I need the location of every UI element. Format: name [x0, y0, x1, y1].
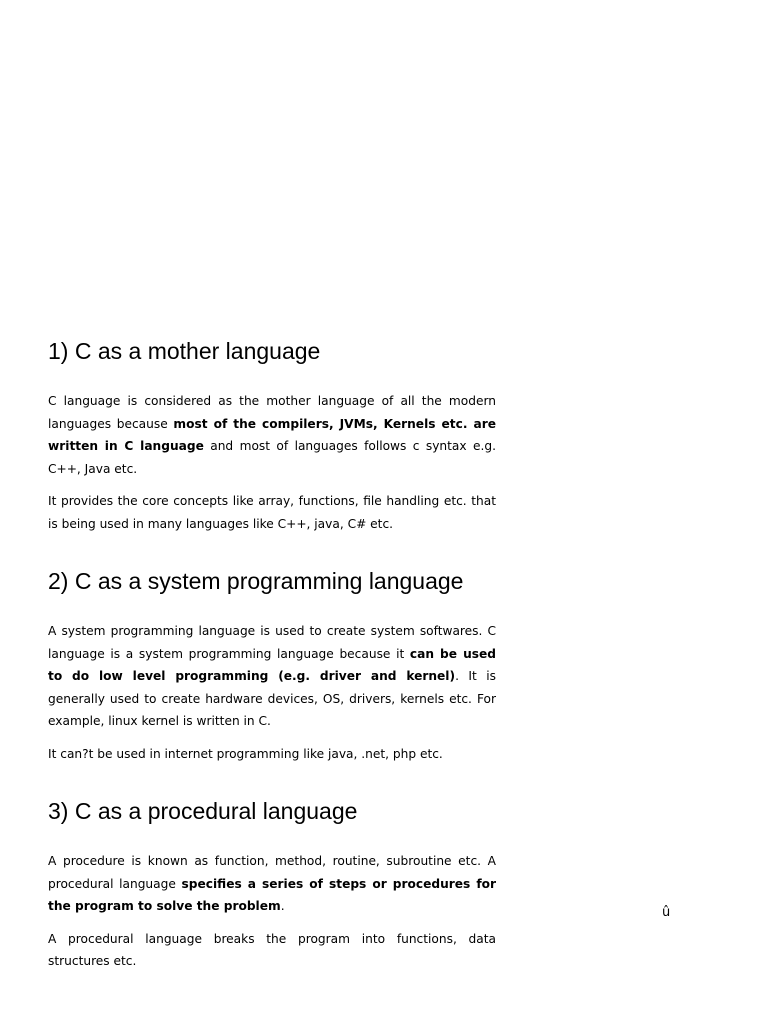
paragraph-text: It provides the core concepts like array, functions, file handling etc. that is being used in many languages like C++, java, C# etc.	[48, 494, 496, 531]
section-procedural-language	[48, 793, 496, 973]
section-paragraph	[48, 928, 496, 973]
paragraph-text: .	[280, 899, 285, 913]
paragraph-text: and most of languages follows c syntax e.g. C++, Java etc.	[48, 439, 496, 476]
section-heading: 2) C as a system programming language	[48, 568, 464, 594]
section-paragraph	[48, 490, 496, 535]
paragraph-text: A system programming language is used to create system softwares. C language is a system programming language because it	[48, 624, 496, 661]
section-paragraph	[48, 390, 496, 480]
article-content	[48, 333, 496, 1001]
section-heading: 1) C as a mother language	[48, 338, 321, 364]
paragraph-text: A procedural language breaks the program into functions, data structures etc.	[48, 931, 496, 968]
section-system-programming	[48, 563, 496, 765]
paragraph-text: . It is generally used to create hardware devices, OS, drivers, kernels etc. For example, linux kernel is written in C.	[48, 669, 496, 728]
section-paragraph	[48, 850, 496, 918]
section-heading: 3) C as a procedural language	[48, 798, 358, 824]
paragraph-text: It can?t be used in internet programming like java, .net, php etc.	[48, 746, 443, 761]
section-paragraph	[48, 743, 496, 766]
paragraph-emphasis: specifies a series of steps or procedures for the program to solve the problem	[48, 876, 496, 913]
scroll-to-top-icon[interactable]: û	[662, 905, 671, 920]
paragraph-emphasis: can be used to do low level programming (e.g. driver and kernel)	[48, 646, 496, 683]
section-mother-language	[48, 333, 496, 535]
paragraph-text: A procedure is known as function, method, routine, subroutine etc. A procedural language	[48, 854, 496, 891]
paragraph-emphasis: most of the compilers, JVMs, Kernels etc. are written in C language	[48, 416, 496, 453]
section-paragraph	[48, 620, 496, 733]
paragraph-text: C language is considered as the mother language of all the modern languages because	[48, 394, 496, 431]
